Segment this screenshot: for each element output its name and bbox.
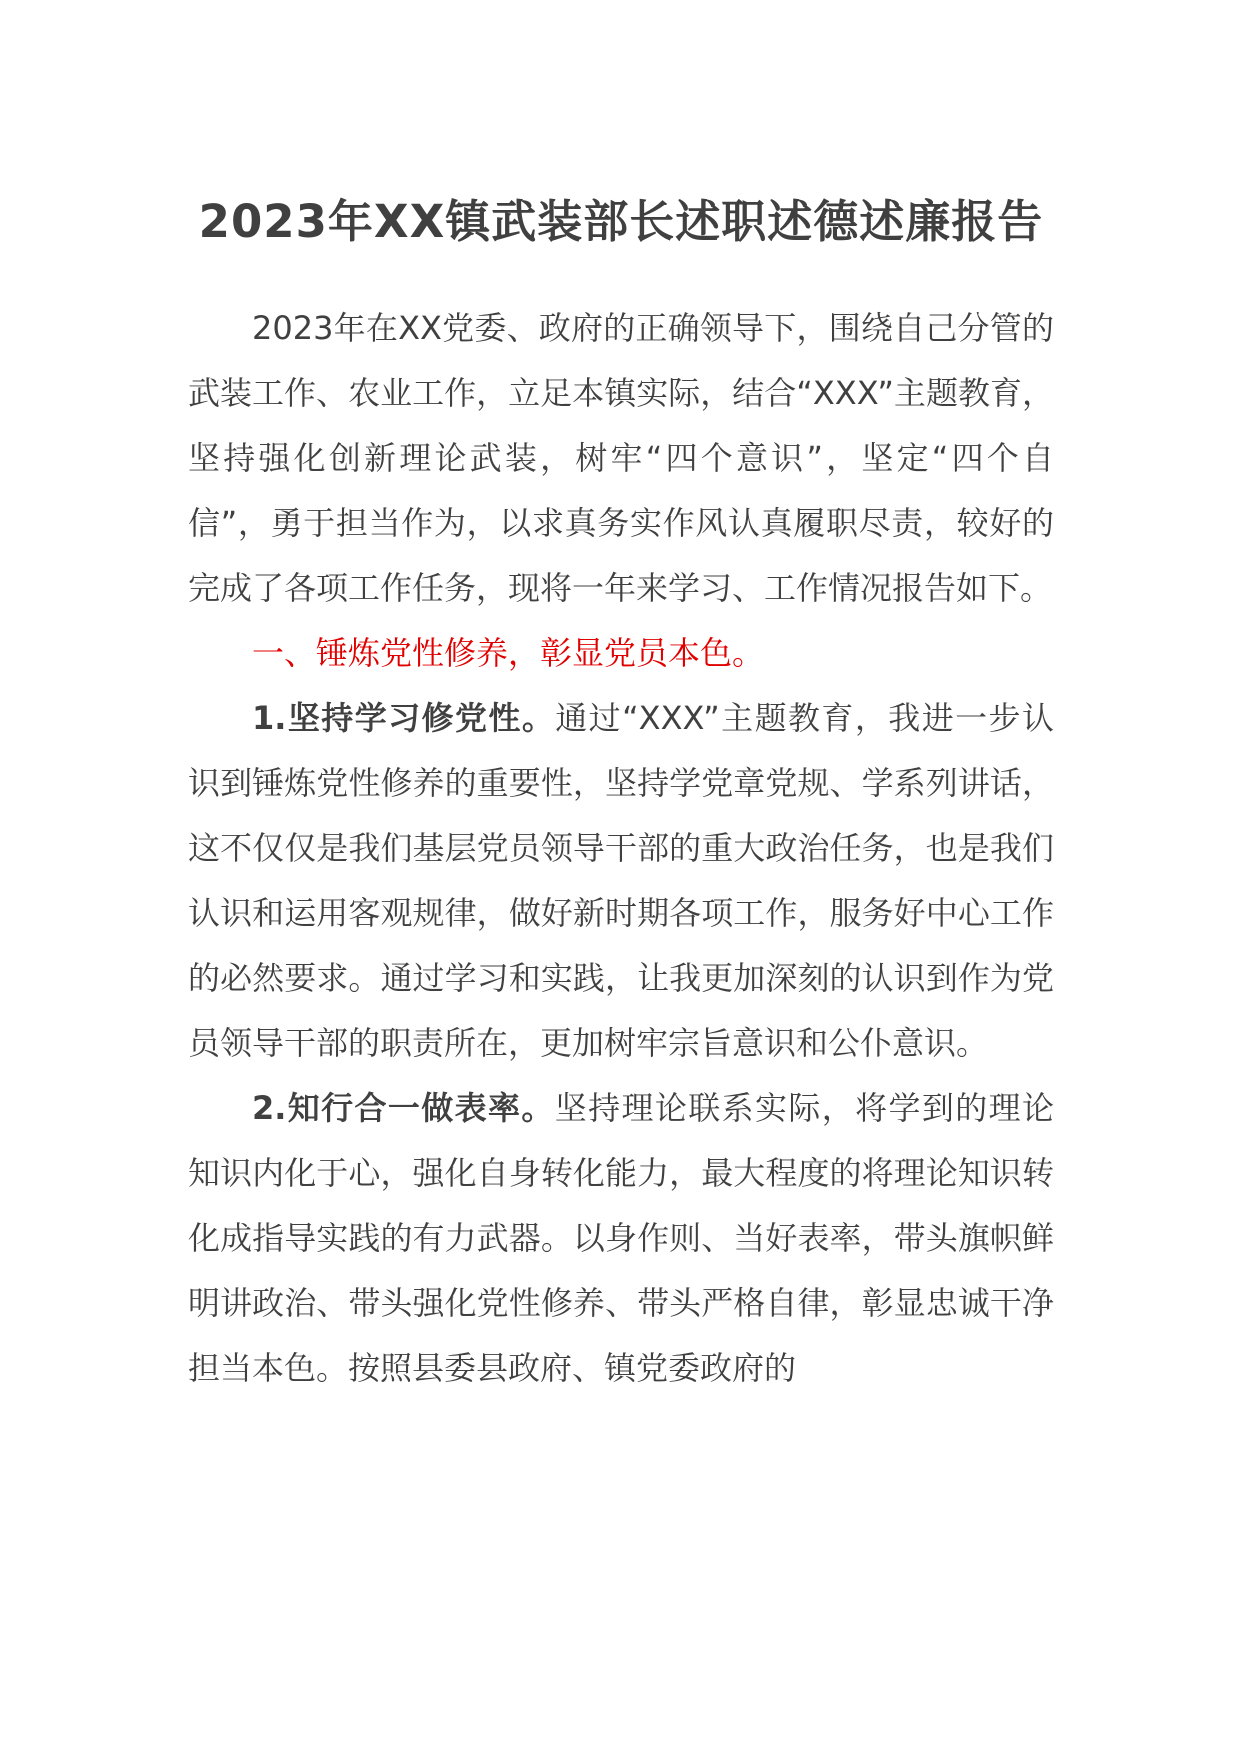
section-heading-1: 一、锤炼党性修养，彰显党员本色。 — [252, 634, 765, 672]
intro-paragraph: 2023年在XX党委、政府的正确领导下，围绕自己分管的武装工作、农业工作，立足本镇实际，结合“XXX”主题教育，坚持强化创新理论武装，树牢“四个意识”，坚定“四个自信”，勇于担当作为，以求真务实作风认真履职尽责，较好的完成了各项工作任务，现将一年来学习、工作情况报告如下。 — [188, 309, 1054, 607]
document-page — [188, 190, 1054, 1401]
item-text-1: 通过“XXX”主题教育，我进一步认识到锤炼党性修养的重要性，坚持学党章党规、学系列讲话，这不仅仅是我们基层党员领导干部的重大政治任务，也是我们认识和运用客观规律，做好新时期各项工作，服务好中心工作的必然要求。通过学习和实践，让我更加深刻的认识到作为党员领导干部的职责所在，更加树牢宗旨意识和公仆意识。 — [188, 699, 1054, 1062]
item-paragraph-2 — [188, 1076, 1054, 1401]
item-text-2: 坚持理论联系实际，将学到的理论知识内化于心，强化自身转化能力，最大程度的将理论知识转化成指导实践的有力武器。以身作则、当好表率，带头旗帜鲜明讲政治、带头强化党性修养、带头严格自律，彰显忠诚干净担当本色。按照县委县政府、镇党委政府的 — [188, 1089, 1054, 1387]
document-title: 2023年XX镇武装部长述职述德述廉报告 — [198, 195, 1044, 248]
item-paragraph-1 — [188, 686, 1054, 1076]
item-lead-2: 2.知行合一做表率。 — [252, 1089, 555, 1127]
item-lead-1: 1.坚持学习修党性。 — [252, 699, 556, 737]
